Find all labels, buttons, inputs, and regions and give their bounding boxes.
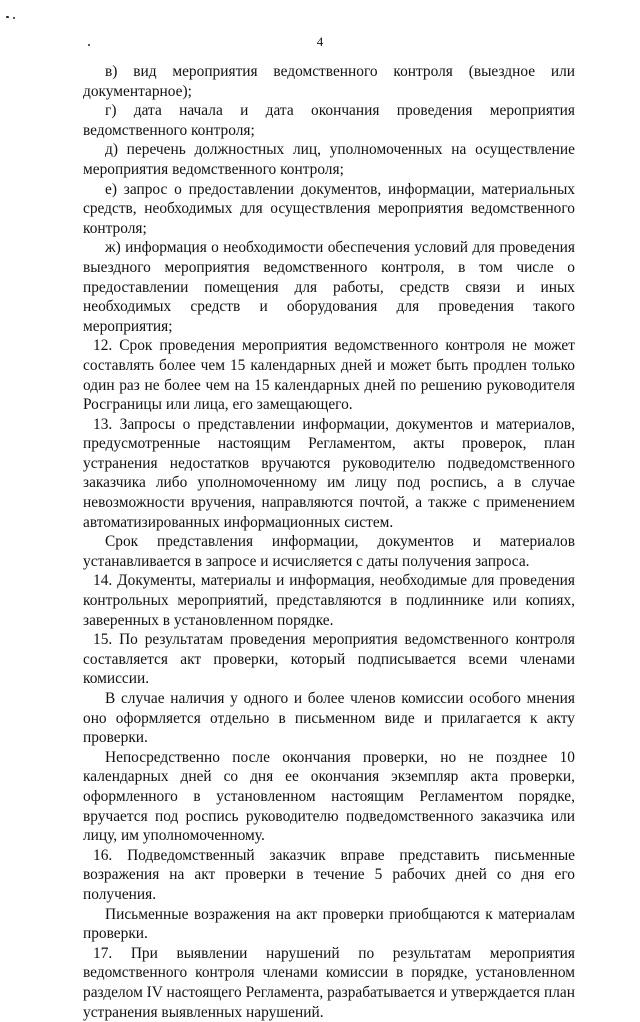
item-g-paragraph: г) дата начала и дата окончания проведения мероприятия ведомственного контроля; <box>83 102 575 139</box>
clause-15-dissent-paragraph: В случае наличия у одного и более членов комиссии особого мнения оно оформляется отдельно в письменном виде и прилагается к акту проверки. <box>83 690 575 747</box>
scan-speck <box>6 16 9 18</box>
scan-speck <box>13 17 15 19</box>
item-e-paragraph: е) запрос о предоставлении документов, информации, материальных средств, необходимых для осуществления мероприятия ведомственного контроля; <box>83 180 575 237</box>
item-d-paragraph: д) перечень должностных лиц, уполномоченных на осуществление мероприятия ведомственного контроля; <box>83 141 575 178</box>
clause-16-objections-paragraph: Письменные возражения на акт проверки приобщаются к материалам проверки. <box>83 905 575 943</box>
clause-14-paragraph: 14. Документы, материалы и информация, необходимые для проведения контрольных мероприятий, представляются в подлиннике или копиях, заверенных в установленном порядке. <box>83 572 575 629</box>
clause-13-deadline-paragraph: Срок представления информации, документов и материалов устанавливается в запросе и исчисляется с даты получения запроса. <box>83 533 575 570</box>
item-v-paragraph: в) вид мероприятия ведомственного контроля (выездное или документарное); <box>83 63 575 100</box>
page-number: 4 <box>316 34 324 49</box>
clause-13-paragraph: 13. Запросы о представлении информации, документов и материалов, предусмотренные настоящим Регламентом, акты проверок, план устранения недостатков вручаются руководителю подведомственного заказчика либо уполномоченному им лицу под роспись, а в случае невозможности вручения, направляются почтой, а также с применением автоматизированных информационных систем. <box>83 415 575 531</box>
clause-15-paragraph: 15. По результатам проведения мероприятия ведомственного контроля составляется акт проверки, который подписывается всеми членами комиссии. <box>83 631 575 688</box>
clause-15-delivery-paragraph: Непосредственно после окончания проверки, но не позднее 10 календарных дней со дня ее окончания экземпляр акта проверки, оформленного в установленном настоящим Регламентом порядке, вручается под роспись руководителю подведомственного заказчика или лицу, им уполномоченному. <box>83 748 575 845</box>
document-body <box>83 62 575 1022</box>
item-zh-paragraph: ж) информация о необходимости обеспечения условий для проведения выездного мероприятия ведомственного контроля, в том числе о предоставлении помещения для работы, средств связи и иных необходимых средств и оборудования для проведения такого мероприятия; <box>83 239 575 335</box>
clause-16-paragraph: 16. Подведомственный заказчик вправе представить письменные возражения на акт проверки в течение 5 рабочих дней со дня его получения. <box>83 846 575 903</box>
clause-17-paragraph: 17. При выявлении нарушений по результатам мероприятия ведомственного контроля членами комиссии в порядке, установленном разделом IV настоящего Регламента, разрабатывается и утверждается план устранения выявленных нарушений. <box>83 944 575 1021</box>
clause-12-paragraph: 12. Срок проведения мероприятия ведомственного контроля не может составлять более чем 15 календарных дней и может быть продлен только один раз не более чем на 15 календарных дней по решению руководителя Росграницы или лица, его замещающего. <box>83 337 575 414</box>
